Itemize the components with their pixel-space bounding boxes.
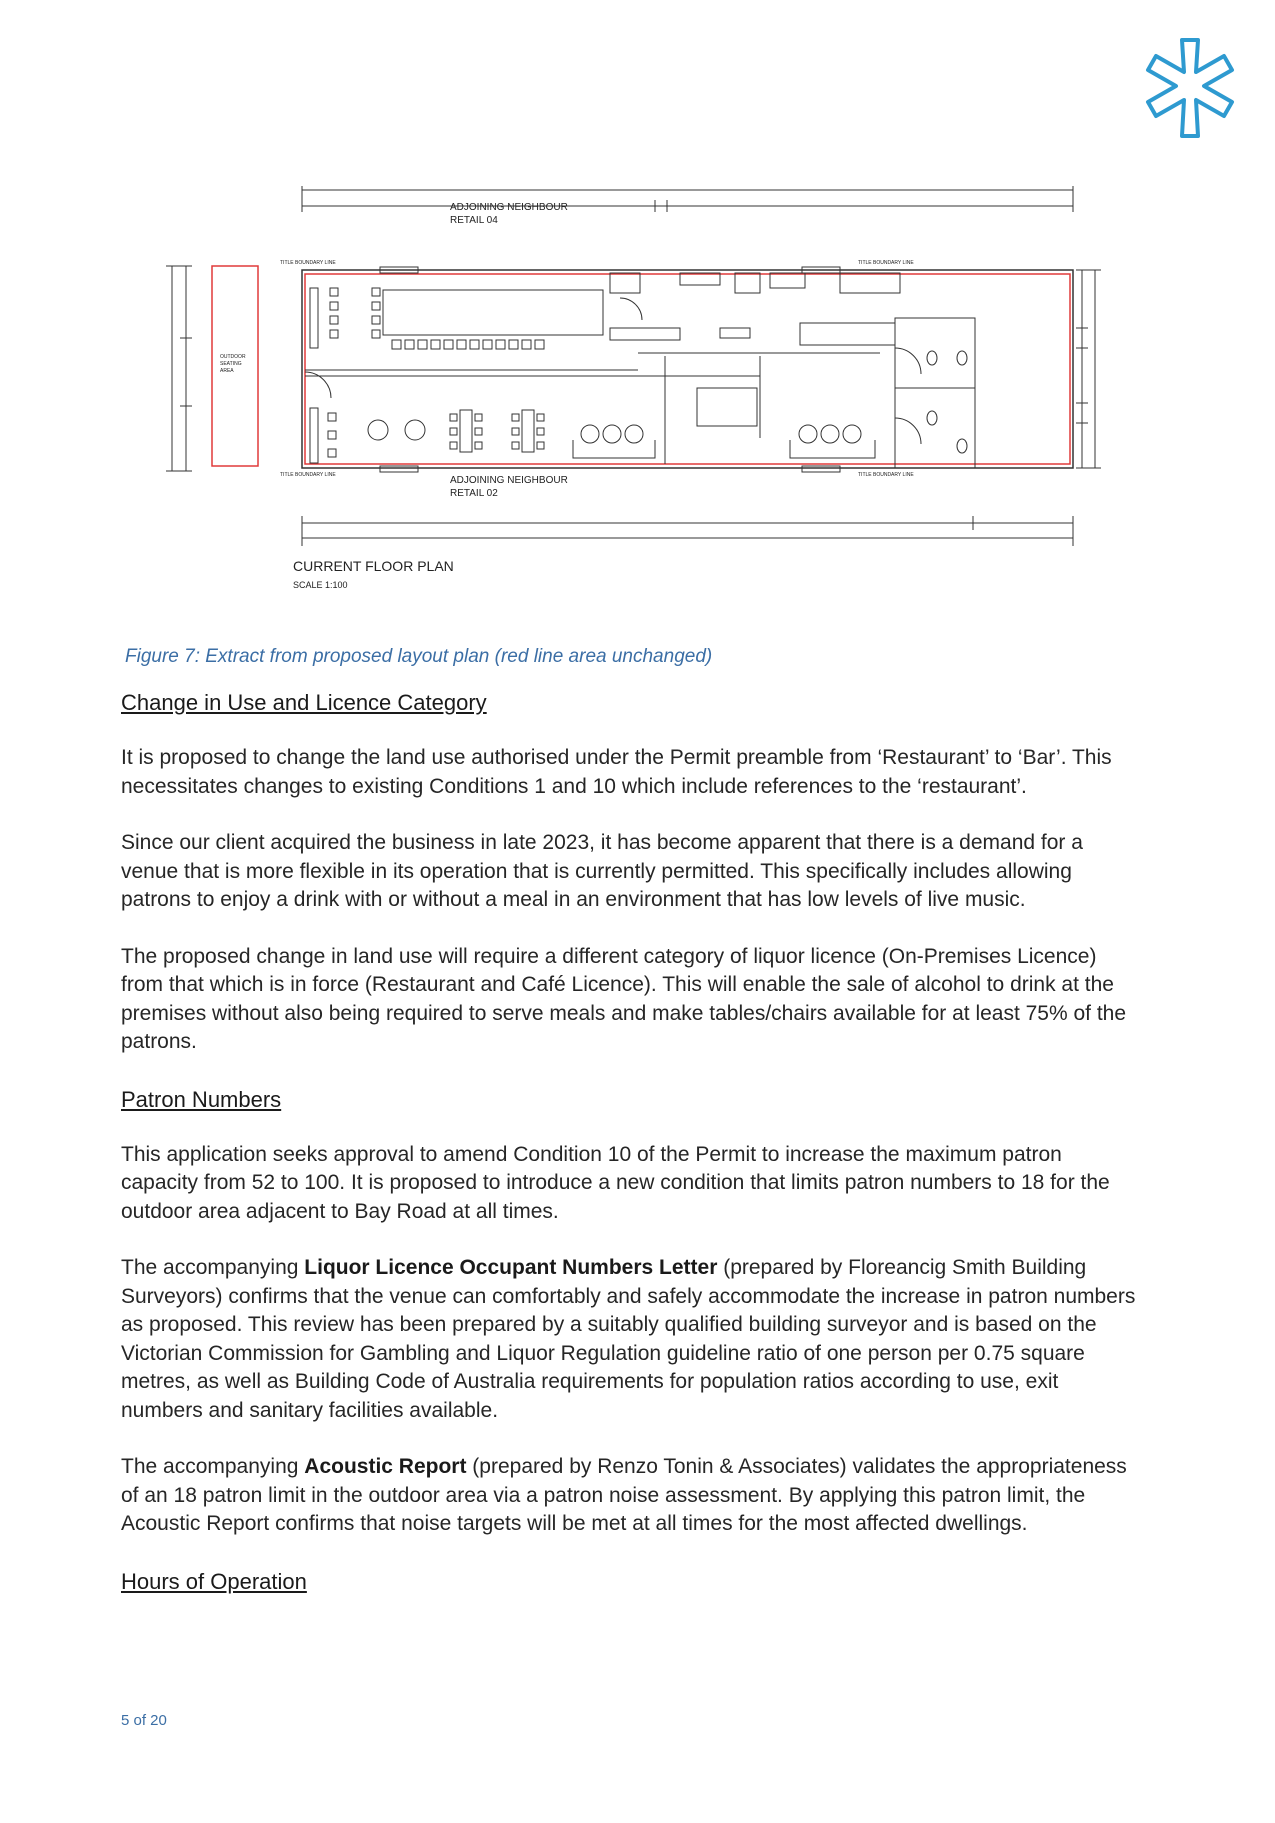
- paragraph: [121, 1254, 1141, 1425]
- figure-caption: Figure 7: Extract from proposed layout plan (red line area unchanged): [125, 646, 713, 667]
- heading-hours-of-operation: Hours of Operation: [121, 1568, 307, 1594]
- heading-patron-numbers: Patron Numbers: [121, 1086, 282, 1112]
- outdoor-label-3: AREA: [220, 368, 234, 374]
- asterisk-logo-icon: [1138, 36, 1242, 140]
- boundary-label-bottom-left: TITLE BOUNDARY LINE: [280, 472, 336, 478]
- paragraph: [121, 1453, 1141, 1539]
- text-span: (prepared by Floreancig Smith Building Surveyors) confirms that the venue can comfortably and safely accommodate the increase in patron numbers as proposed. This review has been prepared by a suitably qualified building surveyor and is based on the Victorian Commission for Gambling and Liquor Regulation guideline ratio of one person per 0.75 square metres, as well as Building Code of Australia requirements for population ratios according to use, exit numbers and sanitary facilities available.: [121, 1256, 1136, 1422]
- boundary-label-bottom-right: TITLE BOUNDARY LINE: [858, 472, 914, 478]
- floor-plan-figure: [150, 178, 1105, 618]
- top-neighbour-sublabel: RETAIL 04: [450, 215, 498, 226]
- document-body: [121, 688, 1141, 1597]
- bottom-neighbour-label: ADJOINING NEIGHBOUR: [450, 475, 568, 486]
- paragraph: This application seeks approval to amend Condition 10 of the Permit to increase the maximum patron capacity from 52 to 100. It is proposed to introduce a new condition that limits patron numbers to 18 for the outdoor area adjacent to Bay Road at all times.: [121, 1142, 1110, 1223]
- boundary-label-top-right: TITLE BOUNDARY LINE: [858, 260, 914, 266]
- plan-title: CURRENT FLOOR PLAN: [293, 558, 454, 574]
- bold-reference: Liquor Licence Occupant Numbers Letter: [304, 1256, 718, 1279]
- outdoor-label-2: SEATING: [220, 361, 242, 367]
- heading-change-in-use: Change in Use and Licence Category: [121, 690, 487, 715]
- plan-scale: SCALE 1:100: [293, 580, 348, 590]
- text-span: The accompanying: [121, 1455, 305, 1478]
- page-number: 5 of 20: [121, 1712, 167, 1729]
- paragraph: It is proposed to change the land use authorised under the Permit preamble from ‘Restaurant’ to ‘Bar’. This necessitates changes to existing Conditions 1 and 10 which include references to the ‘restaurant’.: [121, 746, 1112, 798]
- outdoor-label-1: OUTDOOR: [220, 354, 246, 360]
- text-span: The accompanying: [121, 1256, 305, 1279]
- top-neighbour-label: ADJOINING NEIGHBOUR: [450, 202, 568, 213]
- text-span: (prepared by Renzo Tonin & Associates) validates the appropriateness of an 18 patron limit in the outdoor area via a patron noise assessment. By applying this patron limit, the Acoustic Report confirms that noise targets will be met at all times for the most affected dwellings.: [121, 1455, 1127, 1535]
- paragraph: Since our client acquired the business in late 2023, it has become apparent that there is a demand for a venue that is more flexible in its operation that is currently permitted. This specifically includes allowing patrons to enjoy a drink with or without a meal in an environment that has low levels of live music.: [121, 831, 1083, 911]
- bottom-neighbour-sublabel: RETAIL 02: [450, 488, 498, 499]
- boundary-label-top-left: TITLE BOUNDARY LINE: [280, 260, 336, 266]
- paragraph: The proposed change in land use will require a different category of liquor licence (On-Premises Licence) from that which is in force (Restaurant and Café Licence). This will enable the sale of alcohol to drink at the premises without also being required to serve meals and make tables/chairs available for at least 75% of the patrons.: [121, 944, 1127, 1053]
- bold-reference: Acoustic Report: [304, 1455, 467, 1478]
